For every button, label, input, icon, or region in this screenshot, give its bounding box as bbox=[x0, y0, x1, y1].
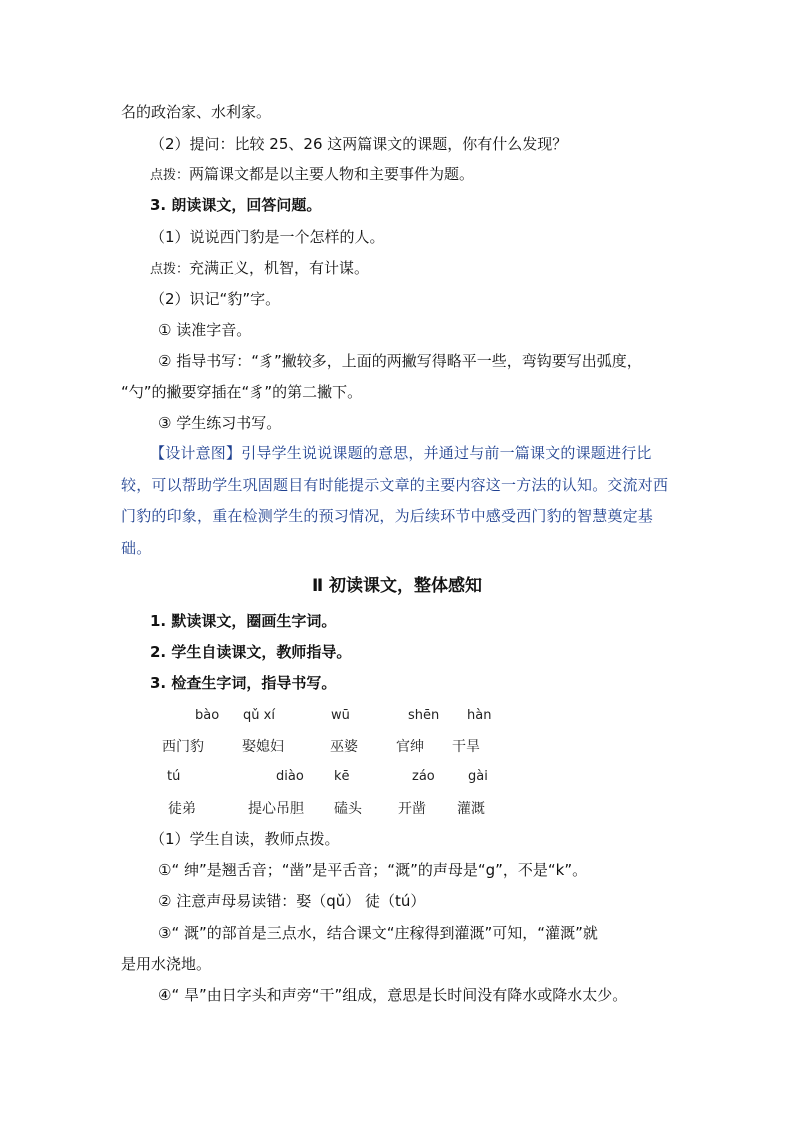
hint-text: 两篇课文都是以主要人物和主要事件为题。 bbox=[189, 165, 475, 183]
pronunciation-note-1: ①“ 绅”是翘舌音；“凿”是平舌音；“溉”的声母是“g”，不是“k”。 bbox=[158, 861, 588, 879]
hint-line-2 bbox=[150, 258, 369, 280]
circled-item-2b: “勺”的撇要穿插在“豸”的第二撇下。 bbox=[121, 383, 363, 401]
pinyin-item: gài bbox=[468, 769, 488, 784]
vocab-word: 提心吊胆 bbox=[248, 801, 304, 817]
hint-label: 点拨： bbox=[150, 262, 190, 277]
section-step-3: 3. 检查生字词，指导书写。 bbox=[150, 674, 337, 692]
vocab-word: 巫婆 bbox=[330, 739, 358, 755]
pronunciation-note-3b: 是用水浇地。 bbox=[121, 955, 212, 973]
pinyin-item: shēn bbox=[408, 708, 440, 723]
pinyin-item: tú bbox=[167, 769, 181, 784]
note-1: （1）学生自读，教师点拨。 bbox=[150, 830, 340, 848]
circled-item-1: ① 读准字音。 bbox=[158, 321, 252, 339]
vocab-word: 开凿 bbox=[398, 801, 426, 817]
vocab-word: 磕头 bbox=[334, 801, 362, 817]
paragraph-continuation: 名的政治家、水利家。 bbox=[121, 103, 272, 121]
step-3-heading: 3. 朗读课文，回答问题。 bbox=[150, 196, 322, 214]
circled-item-2a: ② 指导书写：“豸”撇较多，上面的两撇写得略平一些，弯钩要写出弧度， bbox=[158, 352, 642, 370]
pinyin-item: hàn bbox=[467, 708, 492, 723]
vocab-word: 西门豹 bbox=[162, 739, 204, 755]
vocab-word: 官绅 bbox=[396, 739, 424, 755]
design-intent-text: 引导学生说说课题的意思，并通过与前一篇课文的课题进行比较，可以帮助学生巩固题目有时能提示文章的主要内容这一方法的认知。交流对西门豹的印象，重在检测学生的预习情况，为后续环节中感受西门豹的智慧奠定基础。 bbox=[121, 444, 669, 557]
question-2: （2）提问：比较 25、26 这两篇课文的课题，你有什么发现？ bbox=[150, 135, 568, 153]
design-intent-block bbox=[121, 438, 681, 564]
pinyin-item: diào bbox=[276, 769, 304, 784]
pronunciation-note-2: ② 注意声母易读错：娶（qǔ） 徒（tú） bbox=[158, 892, 426, 910]
hint-label: 点拨： bbox=[150, 168, 190, 183]
vocab-word: 灌溉 bbox=[457, 801, 485, 817]
pronunciation-note-3a: ③“ 溉”的部首是三点水，结合课文“庄稼得到灌溉”可知，“灌溉”就 bbox=[158, 924, 598, 942]
hint-line-1 bbox=[150, 164, 474, 186]
pinyin-item: bào bbox=[195, 708, 220, 723]
pinyin-item: kē bbox=[334, 769, 350, 784]
circled-item-3: ③ 学生练习书写。 bbox=[158, 414, 282, 432]
hint-text: 充满正义，机智，有计谋。 bbox=[189, 259, 370, 277]
vocab-word: 娶媳妇 bbox=[242, 739, 284, 755]
pinyin-item: wū bbox=[331, 708, 350, 723]
vocab-word: 干旱 bbox=[452, 739, 480, 755]
design-intent-tag: 【设计意图】 bbox=[150, 444, 242, 462]
pinyin-item: záo bbox=[412, 769, 435, 784]
sub-question-2: （2）识记“豹”字。 bbox=[150, 290, 281, 308]
section-step-2: 2. 学生自读课文，教师指导。 bbox=[150, 643, 352, 661]
pinyin-item: qǔ xí bbox=[243, 708, 275, 723]
section-title: Ⅱ 初读课文，整体感知 bbox=[311, 576, 483, 596]
vocab-word: 徒弟 bbox=[168, 801, 196, 817]
sub-question-1: （1）说说西门豹是一个怎样的人。 bbox=[150, 228, 385, 246]
section-step-1: 1. 默读课文，圈画生字词。 bbox=[150, 612, 337, 630]
pronunciation-note-4: ④“ 旱”由日字头和声旁“干”组成，意思是长时间没有降水或降水太少。 bbox=[158, 986, 628, 1004]
